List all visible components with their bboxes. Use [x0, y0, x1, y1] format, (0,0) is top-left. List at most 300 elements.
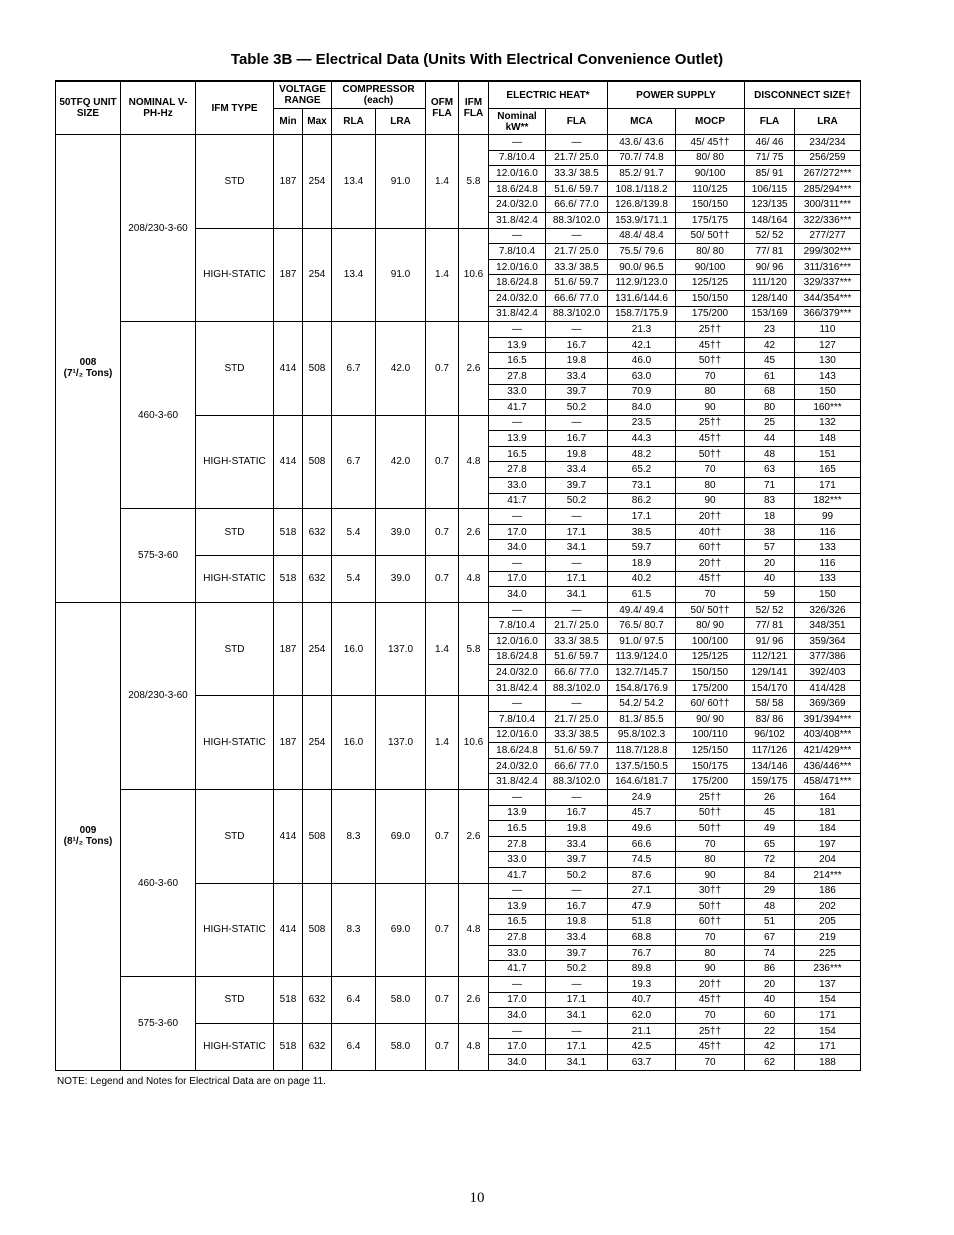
- ifm-fla-cell: 2.6: [459, 322, 489, 416]
- mca-cell: 44.3: [608, 431, 676, 447]
- mca-cell: 38.5: [608, 524, 676, 540]
- ifm-type-cell: STD: [196, 509, 274, 556]
- heat-kw-cell: 31.8/42.4: [489, 212, 546, 228]
- disconnect-lra-cell: 326/326: [795, 602, 861, 618]
- mca-cell: 59.7: [608, 540, 676, 556]
- heat-kw-cell: 12.0/16.0: [489, 259, 546, 275]
- ifm-type-cell: HIGH-STATIC: [196, 556, 274, 603]
- heat-fla-cell: 51.6/ 59.7: [546, 743, 608, 759]
- heat-kw-cell: 12.0/16.0: [489, 634, 546, 650]
- disconnect-lra-cell: 329/337***: [795, 275, 861, 291]
- mca-cell: 21.1: [608, 1023, 676, 1039]
- header-ifm-fla: IFM FLA: [459, 81, 489, 135]
- disconnect-fla-cell: 40: [745, 571, 795, 587]
- disconnect-fla-cell: 71: [745, 478, 795, 494]
- compressor-lra-cell: 58.0: [376, 1023, 426, 1070]
- nominal-voltage-cell: 208/230-3-60: [121, 135, 196, 322]
- disconnect-fla-cell: 49: [745, 821, 795, 837]
- voltage-max-cell: 508: [303, 883, 332, 977]
- header-disconnect-fla: FLA: [745, 109, 795, 135]
- heat-kw-cell: 12.0/16.0: [489, 166, 546, 182]
- voltage-min-cell: 518: [274, 1023, 303, 1070]
- disconnect-lra-cell: 214***: [795, 867, 861, 883]
- mocp-cell: 70: [676, 587, 745, 603]
- compressor-rla-cell: 16.0: [332, 696, 376, 790]
- ifm-type-cell: STD: [196, 602, 274, 696]
- header-compressor: COMPRESSOR (each): [332, 81, 426, 109]
- mca-cell: 91.0/ 97.5: [608, 634, 676, 650]
- ifm-type-cell: STD: [196, 322, 274, 416]
- ifm-fla-cell: 2.6: [459, 789, 489, 883]
- heat-kw-cell: 27.8: [489, 462, 546, 478]
- mca-cell: 24.9: [608, 789, 676, 805]
- mca-cell: 47.9: [608, 899, 676, 915]
- mocp-cell: 175/200: [676, 306, 745, 322]
- heat-fla-cell: 16.7: [546, 805, 608, 821]
- heat-fla-cell: 33.4: [546, 836, 608, 852]
- ifm-type-cell: HIGH-STATIC: [196, 415, 274, 509]
- mca-cell: 89.8: [608, 961, 676, 977]
- disconnect-lra-cell: 285/294***: [795, 181, 861, 197]
- voltage-max-cell: 508: [303, 789, 332, 883]
- voltage-min-cell: 414: [274, 789, 303, 883]
- heat-kw-cell: —: [489, 977, 546, 993]
- mocp-cell: 50/ 50††: [676, 228, 745, 244]
- mca-cell: 43.6/ 43.6: [608, 135, 676, 151]
- heat-kw-cell: 16.5: [489, 821, 546, 837]
- heat-fla-cell: 51.6/ 59.7: [546, 181, 608, 197]
- disconnect-fla-cell: 83: [745, 493, 795, 509]
- ofm-fla-cell: 0.7: [426, 322, 459, 416]
- mocp-cell: 100/110: [676, 727, 745, 743]
- mca-cell: 42.5: [608, 1039, 676, 1055]
- ofm-fla-cell: 0.7: [426, 977, 459, 1024]
- heat-fla-cell: —: [546, 789, 608, 805]
- voltage-max-cell: 632: [303, 556, 332, 603]
- disconnect-lra-cell: 151: [795, 446, 861, 462]
- mocp-cell: 25††: [676, 1023, 745, 1039]
- disconnect-lra-cell: 202: [795, 899, 861, 915]
- heat-kw-cell: 16.5: [489, 446, 546, 462]
- disconnect-lra-cell: 421/429***: [795, 743, 861, 759]
- disconnect-fla-cell: 52/ 52: [745, 602, 795, 618]
- mocp-cell: 150/150: [676, 290, 745, 306]
- disconnect-lra-cell: 359/364: [795, 634, 861, 650]
- mca-cell: 40.7: [608, 992, 676, 1008]
- heat-kw-cell: 7.8/10.4: [489, 150, 546, 166]
- mocp-cell: 40††: [676, 524, 745, 540]
- compressor-lra-cell: 42.0: [376, 322, 426, 416]
- header-rla: RLA: [332, 109, 376, 135]
- mocp-cell: 60††: [676, 914, 745, 930]
- heat-fla-cell: 19.8: [546, 821, 608, 837]
- heat-fla-cell: 21.7/ 25.0: [546, 711, 608, 727]
- heat-fla-cell: 33.3/ 38.5: [546, 727, 608, 743]
- disconnect-fla-cell: 44: [745, 431, 795, 447]
- heat-kw-cell: 13.9: [489, 337, 546, 353]
- nominal-voltage-cell: 460-3-60: [121, 789, 196, 976]
- heat-fla-cell: 19.8: [546, 446, 608, 462]
- compressor-lra-cell: 39.0: [376, 509, 426, 556]
- disconnect-fla-cell: 153/169: [745, 306, 795, 322]
- nominal-voltage-cell: 208/230-3-60: [121, 602, 196, 789]
- compressor-rla-cell: 6.7: [332, 415, 376, 509]
- disconnect-fla-cell: 129/141: [745, 665, 795, 681]
- mocp-cell: 25††: [676, 789, 745, 805]
- mca-cell: 17.1: [608, 509, 676, 525]
- mca-cell: 85.2/ 91.7: [608, 166, 676, 182]
- disconnect-fla-cell: 20: [745, 556, 795, 572]
- disconnect-fla-cell: 71/ 75: [745, 150, 795, 166]
- heat-fla-cell: 17.1: [546, 992, 608, 1008]
- disconnect-fla-cell: 25: [745, 415, 795, 431]
- disconnect-fla-cell: 63: [745, 462, 795, 478]
- voltage-max-cell: 254: [303, 228, 332, 322]
- heat-kw-cell: 24.0/32.0: [489, 290, 546, 306]
- mocp-cell: 70: [676, 930, 745, 946]
- mocp-cell: 50††: [676, 353, 745, 369]
- heat-kw-cell: 24.0/32.0: [489, 758, 546, 774]
- disconnect-lra-cell: 181: [795, 805, 861, 821]
- disconnect-fla-cell: 42: [745, 1039, 795, 1055]
- heat-kw-cell: —: [489, 509, 546, 525]
- disconnect-lra-cell: 143: [795, 368, 861, 384]
- heat-kw-cell: 33.0: [489, 478, 546, 494]
- heat-kw-cell: 34.0: [489, 587, 546, 603]
- header-power-supply: POWER SUPPLY: [608, 81, 745, 109]
- heat-fla-cell: 88.3/102.0: [546, 306, 608, 322]
- mca-cell: 45.7: [608, 805, 676, 821]
- disconnect-lra-cell: 311/316***: [795, 259, 861, 275]
- voltage-min-cell: 187: [274, 228, 303, 322]
- compressor-rla-cell: 13.4: [332, 228, 376, 322]
- mocp-cell: 80: [676, 384, 745, 400]
- ifm-fla-cell: 4.8: [459, 415, 489, 509]
- heat-fla-cell: 50.2: [546, 867, 608, 883]
- ifm-fla-cell: 4.8: [459, 883, 489, 977]
- mca-cell: 131.6/144.6: [608, 290, 676, 306]
- disconnect-fla-cell: 67: [745, 930, 795, 946]
- disconnect-fla-cell: 20: [745, 977, 795, 993]
- mocp-cell: 80/ 90: [676, 618, 745, 634]
- disconnect-fla-cell: 38: [745, 524, 795, 540]
- heat-kw-cell: —: [489, 789, 546, 805]
- mocp-cell: 100/100: [676, 634, 745, 650]
- mca-cell: 73.1: [608, 478, 676, 494]
- voltage-min-cell: 414: [274, 415, 303, 509]
- mca-cell: 48.4/ 48.4: [608, 228, 676, 244]
- nominal-voltage-cell: 575-3-60: [121, 977, 196, 1071]
- mca-cell: 63.7: [608, 1055, 676, 1071]
- header-voltage-range: VOLTAGE RANGE: [274, 81, 332, 109]
- heat-kw-cell: 33.0: [489, 852, 546, 868]
- disconnect-fla-cell: 72: [745, 852, 795, 868]
- disconnect-lra-cell: 133: [795, 571, 861, 587]
- heat-kw-cell: 17.0: [489, 992, 546, 1008]
- ofm-fla-cell: 1.4: [426, 696, 459, 790]
- table-row: [56, 509, 861, 525]
- heat-kw-cell: —: [489, 1023, 546, 1039]
- header-mocp: MOCP: [676, 109, 745, 135]
- heat-kw-cell: —: [489, 415, 546, 431]
- heat-fla-cell: —: [546, 556, 608, 572]
- heat-fla-cell: 17.1: [546, 1039, 608, 1055]
- compressor-rla-cell: 8.3: [332, 789, 376, 883]
- heat-fla-cell: 33.3/ 38.5: [546, 259, 608, 275]
- disconnect-lra-cell: 219: [795, 930, 861, 946]
- mocp-cell: 90/100: [676, 166, 745, 182]
- mca-cell: 118.7/128.8: [608, 743, 676, 759]
- mca-cell: 113.9/124.0: [608, 649, 676, 665]
- disconnect-lra-cell: 182***: [795, 493, 861, 509]
- disconnect-lra-cell: 205: [795, 914, 861, 930]
- disconnect-lra-cell: 164: [795, 789, 861, 805]
- heat-kw-cell: 31.8/42.4: [489, 680, 546, 696]
- page-number: 10: [469, 1190, 485, 1206]
- heat-kw-cell: 17.0: [489, 571, 546, 587]
- heat-fla-cell: 34.1: [546, 1008, 608, 1024]
- heat-kw-cell: 33.0: [489, 384, 546, 400]
- compressor-rla-cell: 8.3: [332, 883, 376, 977]
- disconnect-lra-cell: 197: [795, 836, 861, 852]
- mocp-cell: 45††: [676, 992, 745, 1008]
- header-nominal-kw: Nominal kW**: [489, 109, 546, 135]
- disconnect-lra-cell: 127: [795, 337, 861, 353]
- header-disconnect-size: DISCONNECT SIZE†: [745, 81, 861, 109]
- mca-cell: 74.5: [608, 852, 676, 868]
- mocp-cell: 45††: [676, 1039, 745, 1055]
- mca-cell: 61.5: [608, 587, 676, 603]
- disconnect-lra-cell: 130: [795, 353, 861, 369]
- compressor-lra-cell: 91.0: [376, 228, 426, 322]
- ofm-fla-cell: 0.7: [426, 415, 459, 509]
- voltage-max-cell: 632: [303, 509, 332, 556]
- heat-fla-cell: 50.2: [546, 961, 608, 977]
- mca-cell: 108.1/118.2: [608, 181, 676, 197]
- mocp-cell: 175/200: [676, 680, 745, 696]
- mocp-cell: 60/ 60††: [676, 696, 745, 712]
- mca-cell: 75.5/ 79.6: [608, 244, 676, 260]
- mocp-cell: 80/ 80: [676, 150, 745, 166]
- table-row: [56, 602, 861, 618]
- table-body: [56, 135, 861, 1071]
- disconnect-fla-cell: 134/146: [745, 758, 795, 774]
- disconnect-fla-cell: 84: [745, 867, 795, 883]
- ifm-type-cell: HIGH-STATIC: [196, 228, 274, 322]
- compressor-lra-cell: 69.0: [376, 789, 426, 883]
- mocp-cell: 90: [676, 400, 745, 416]
- disconnect-lra-cell: 171: [795, 1039, 861, 1055]
- disconnect-fla-cell: 154/170: [745, 680, 795, 696]
- heat-fla-cell: 34.1: [546, 587, 608, 603]
- voltage-min-cell: 518: [274, 556, 303, 603]
- mca-cell: 132.7/145.7: [608, 665, 676, 681]
- disconnect-lra-cell: 436/446***: [795, 758, 861, 774]
- disconnect-lra-cell: 256/259: [795, 150, 861, 166]
- disconnect-lra-cell: 132: [795, 415, 861, 431]
- unit-size: 008: [79, 357, 97, 369]
- table-title: Table 3B — Electrical Data (Units With Electrical Convenience Outlet): [230, 51, 724, 68]
- disconnect-lra-cell: 225: [795, 945, 861, 961]
- unit-size-cell: [56, 135, 121, 603]
- heat-kw-cell: —: [489, 602, 546, 618]
- heat-fla-cell: —: [546, 228, 608, 244]
- voltage-min-cell: 518: [274, 977, 303, 1024]
- disconnect-lra-cell: 204: [795, 852, 861, 868]
- mca-cell: 19.3: [608, 977, 676, 993]
- compressor-lra-cell: 39.0: [376, 556, 426, 603]
- heat-kw-cell: 18.6/24.8: [489, 181, 546, 197]
- disconnect-fla-cell: 112/121: [745, 649, 795, 665]
- heat-fla-cell: 17.1: [546, 524, 608, 540]
- mocp-cell: 50††: [676, 899, 745, 915]
- ofm-fla-cell: 0.7: [426, 509, 459, 556]
- heat-kw-cell: 41.7: [489, 961, 546, 977]
- mocp-cell: 50/ 50††: [676, 602, 745, 618]
- mocp-cell: 70: [676, 368, 745, 384]
- nominal-voltage-cell: 575-3-60: [121, 509, 196, 603]
- mca-cell: 137.5/150.5: [608, 758, 676, 774]
- ofm-fla-cell: 0.7: [426, 1023, 459, 1070]
- disconnect-fla-cell: 117/126: [745, 743, 795, 759]
- disconnect-fla-cell: 80: [745, 400, 795, 416]
- disconnect-fla-cell: 111/120: [745, 275, 795, 291]
- header-max: Max: [303, 109, 332, 135]
- voltage-max-cell: 508: [303, 415, 332, 509]
- mocp-cell: 80/ 80: [676, 244, 745, 260]
- disconnect-lra-cell: 116: [795, 524, 861, 540]
- heat-kw-cell: 24.0/32.0: [489, 665, 546, 681]
- heat-kw-cell: 7.8/10.4: [489, 244, 546, 260]
- voltage-min-cell: 187: [274, 696, 303, 790]
- mca-cell: 46.0: [608, 353, 676, 369]
- disconnect-fla-cell: 77/ 81: [745, 244, 795, 260]
- disconnect-lra-cell: 154: [795, 1023, 861, 1039]
- heat-fla-cell: 33.3/ 38.5: [546, 634, 608, 650]
- heat-fla-cell: —: [546, 977, 608, 993]
- mca-cell: 23.5: [608, 415, 676, 431]
- disconnect-lra-cell: 148: [795, 431, 861, 447]
- table-row: [56, 977, 861, 993]
- voltage-max-cell: 254: [303, 696, 332, 790]
- heat-fla-cell: 21.7/ 25.0: [546, 618, 608, 634]
- disconnect-fla-cell: 86: [745, 961, 795, 977]
- mca-cell: 70.7/ 74.8: [608, 150, 676, 166]
- heat-fla-cell: 88.3/102.0: [546, 680, 608, 696]
- heat-fla-cell: 21.7/ 25.0: [546, 244, 608, 260]
- disconnect-lra-cell: 391/394***: [795, 711, 861, 727]
- heat-fla-cell: 39.7: [546, 384, 608, 400]
- mocp-cell: 25††: [676, 415, 745, 431]
- heat-kw-cell: 13.9: [489, 805, 546, 821]
- heat-fla-cell: 34.1: [546, 540, 608, 556]
- disconnect-fla-cell: 40: [745, 992, 795, 1008]
- disconnect-fla-cell: 52/ 52: [745, 228, 795, 244]
- heat-kw-cell: 13.9: [489, 431, 546, 447]
- heat-fla-cell: —: [546, 696, 608, 712]
- compressor-rla-cell: 16.0: [332, 602, 376, 696]
- mocp-cell: 25††: [676, 322, 745, 338]
- disconnect-fla-cell: 51: [745, 914, 795, 930]
- mocp-cell: 60††: [676, 540, 745, 556]
- mca-cell: 158.7/175.9: [608, 306, 676, 322]
- mocp-cell: 150/150: [676, 197, 745, 213]
- heat-kw-cell: 41.7: [489, 493, 546, 509]
- heat-kw-cell: —: [489, 228, 546, 244]
- compressor-lra-cell: 137.0: [376, 602, 426, 696]
- disconnect-lra-cell: 154: [795, 992, 861, 1008]
- mocp-cell: 50††: [676, 446, 745, 462]
- ifm-fla-cell: 4.8: [459, 1023, 489, 1070]
- ifm-type-cell: STD: [196, 977, 274, 1024]
- heat-fla-cell: 19.8: [546, 353, 608, 369]
- mca-cell: 154.8/176.9: [608, 680, 676, 696]
- disconnect-fla-cell: 77/ 81: [745, 618, 795, 634]
- ifm-fla-cell: 5.8: [459, 135, 489, 229]
- ifm-fla-cell: 4.8: [459, 556, 489, 603]
- disconnect-fla-cell: 61: [745, 368, 795, 384]
- mocp-cell: 70: [676, 836, 745, 852]
- heat-kw-cell: —: [489, 883, 546, 899]
- heat-fla-cell: —: [546, 415, 608, 431]
- ifm-fla-cell: 2.6: [459, 977, 489, 1024]
- disconnect-lra-cell: 234/234: [795, 135, 861, 151]
- heat-fla-cell: 50.2: [546, 493, 608, 509]
- mocp-cell: 90/100: [676, 259, 745, 275]
- heat-kw-cell: 7.8/10.4: [489, 711, 546, 727]
- unit-size-cell: [56, 602, 121, 1070]
- table-note: NOTE: Legend and Notes for Electrical Data are on page 11.: [57, 1076, 326, 1087]
- disconnect-lra-cell: 300/311***: [795, 197, 861, 213]
- mocp-cell: 80: [676, 478, 745, 494]
- heat-kw-cell: 7.8/10.4: [489, 618, 546, 634]
- ifm-type-cell: HIGH-STATIC: [196, 696, 274, 790]
- disconnect-lra-cell: 110: [795, 322, 861, 338]
- disconnect-fla-cell: 46/ 46: [745, 135, 795, 151]
- heat-fla-cell: 66.6/ 77.0: [546, 197, 608, 213]
- voltage-min-cell: 187: [274, 135, 303, 229]
- heat-kw-cell: 27.8: [489, 930, 546, 946]
- heat-fla-cell: —: [546, 883, 608, 899]
- disconnect-lra-cell: 186: [795, 883, 861, 899]
- ifm-type-cell: STD: [196, 135, 274, 229]
- header-mca: MCA: [608, 109, 676, 135]
- disconnect-lra-cell: 171: [795, 478, 861, 494]
- heat-fla-cell: 88.3/102.0: [546, 774, 608, 790]
- disconnect-lra-cell: 322/336***: [795, 212, 861, 228]
- compressor-rla-cell: 5.4: [332, 556, 376, 603]
- heat-kw-cell: 16.5: [489, 353, 546, 369]
- mocp-cell: 70: [676, 1055, 745, 1071]
- ifm-type-cell: HIGH-STATIC: [196, 883, 274, 977]
- mca-cell: 65.2: [608, 462, 676, 478]
- ifm-fla-cell: 10.6: [459, 228, 489, 322]
- mocp-cell: 20††: [676, 977, 745, 993]
- mca-cell: 76.5/ 80.7: [608, 618, 676, 634]
- mca-cell: 21.3: [608, 322, 676, 338]
- disconnect-fla-cell: 45: [745, 805, 795, 821]
- mca-cell: 63.0: [608, 368, 676, 384]
- table-row: [56, 322, 861, 338]
- mca-cell: 40.2: [608, 571, 676, 587]
- mca-cell: 87.6: [608, 867, 676, 883]
- mocp-cell: 80: [676, 852, 745, 868]
- heat-kw-cell: 12.0/16.0: [489, 727, 546, 743]
- disconnect-fla-cell: 42: [745, 337, 795, 353]
- mocp-cell: 90: [676, 867, 745, 883]
- ifm-fla-cell: 2.6: [459, 509, 489, 556]
- mocp-cell: 50††: [676, 821, 745, 837]
